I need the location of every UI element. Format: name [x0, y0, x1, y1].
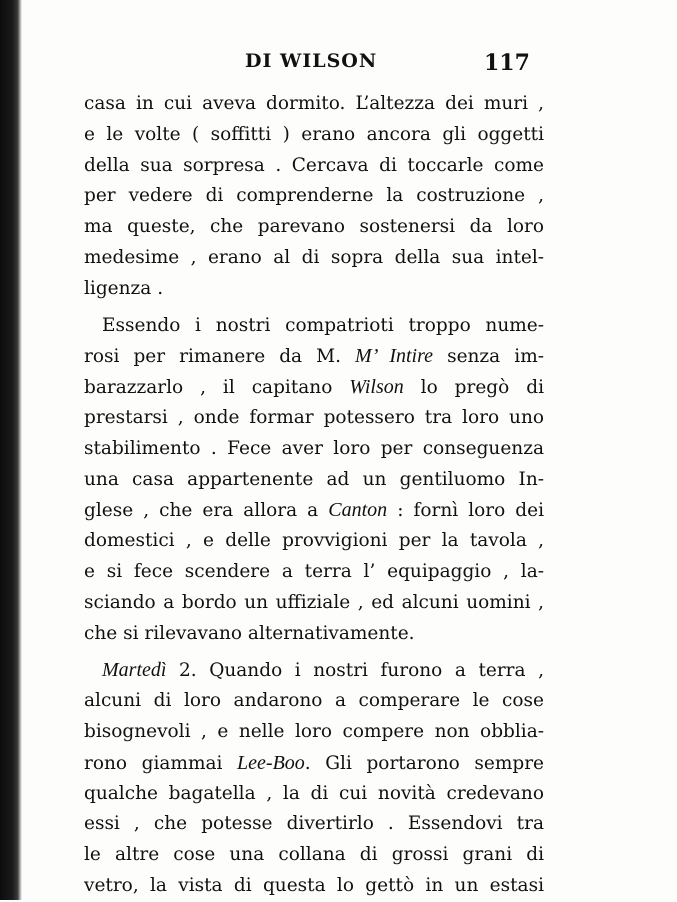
text-line: bisognevoli , e nelle loro compere non obblia- — [84, 720, 544, 742]
text-line: stabilimento . Fece aver loro per conseguenza — [84, 437, 544, 459]
name-italic: Wilson — [349, 376, 404, 399]
place-italic: Canton — [328, 499, 388, 522]
text-line: le altre cose una collana di grossi grani di — [84, 844, 544, 866]
body-text — [84, 89, 544, 902]
text-line: alcuni di loro andarono a comperare le cose — [84, 690, 544, 712]
text-line: sciando a bordo un uffiziale , ed alcuni uomini , — [84, 591, 544, 613]
text-line: ligenza . — [84, 277, 164, 299]
text-line: e si fece scendere a terra l’ equipaggio , la- — [84, 560, 544, 582]
text-line: che si rilevavano alternativamente. — [84, 622, 415, 644]
text-line: rono giammai Lee-Boo. Gli portarono sempre — [84, 751, 544, 774]
text-line: prestarsi , onde formar potessero tra loro uno — [84, 406, 544, 428]
text-line: glese , che era allora a Canton : fornì loro dei — [84, 499, 544, 522]
text-line: della sua sorpresa . Cercava di toccarle come — [84, 154, 544, 176]
text-line: casa in cui aveva dormito. L’altezza dei muri , — [84, 93, 544, 114]
day-italic: Martedì — [102, 659, 167, 682]
text-line: rosi per rimanere da M. M’ Intire senza im- — [84, 345, 544, 368]
text-line: ma queste, che parevano sostenersi da loro — [84, 216, 544, 238]
text-line: vetro, la vista di questa lo gettò in un estasi — [84, 874, 544, 896]
text-line: qualche bagatella , la di cui novità credevano — [84, 782, 544, 804]
text-line: Martedì 2. Quando i nostri furono a terra , — [102, 659, 544, 682]
text-line: per vedere di comprenderne la costruzione , — [84, 185, 544, 207]
text-line: barazzarlo , il capitano Wilson lo pregò di — [84, 376, 544, 399]
text-line: essi , che potesse divertirlo . Essendovi tra — [84, 813, 544, 835]
text-line: Essendo i nostri compatrioti troppo nume- — [102, 314, 544, 336]
text-line: e le volte ( soffitti ) erano ancora gli oggetti — [84, 123, 544, 145]
running-head: DI WILSON — [245, 50, 378, 72]
text-line: medesime , erano al di sopra della sua intel- — [84, 246, 544, 268]
text-line: una casa appartenente ad un gentiluomo In- — [84, 468, 544, 490]
binding-edge — [0, 0, 22, 900]
name-italic: M’ Intire — [355, 345, 434, 368]
name-italic: Lee-Boo — [237, 751, 305, 774]
page-number: 117 — [484, 50, 530, 76]
text-line: domestici , e delle provvigioni per la tavola , — [84, 530, 544, 552]
